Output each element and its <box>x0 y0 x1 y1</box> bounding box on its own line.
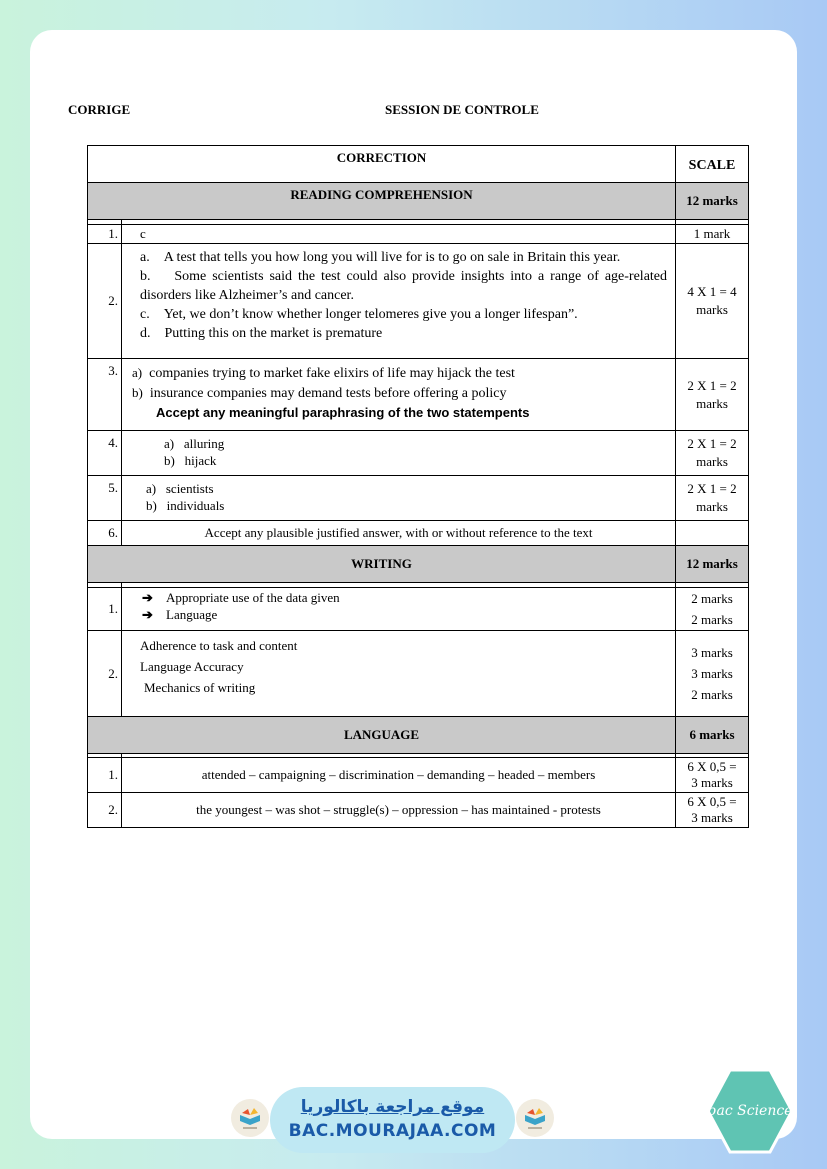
writing-q2-item-3: Mechanics of writing <box>144 680 256 695</box>
writing-q1-row <box>88 588 749 631</box>
language-q1-scale: 6 X 0,5 = 3 marks <box>676 758 749 793</box>
reading-q4-answers <box>122 431 676 476</box>
reading-q3-item-b: b) insurance companies may demand tests before offering a policy <box>132 385 507 401</box>
reading-q1-answer: c <box>122 225 676 244</box>
col-scale-header: SCALE <box>676 146 749 183</box>
reading-q2-item-b: b. Some scientists said the test could also provide insights into a range of age-related disorders like Alzheimer’s and cancer. <box>140 269 668 303</box>
section-reading-marks: 12 marks <box>676 183 749 220</box>
book-icon <box>231 1099 269 1137</box>
reading-q2-answers <box>122 244 676 359</box>
writing-q2-item-2: Language Accuracy <box>140 659 244 674</box>
site-url: BAC.MOURAJAA.COM <box>288 1121 497 1141</box>
reading-q2-item-c: c. Yet, we don’t know whether longer telomeres give you a longer lifespan”. <box>140 307 578 322</box>
site-logo-right <box>516 1099 554 1137</box>
section-language-row <box>88 717 749 754</box>
writing-q2-num: 2. <box>88 631 122 717</box>
site-logo-left <box>231 1099 269 1137</box>
reading-q1-scale: 1 mark <box>676 225 749 244</box>
table-header-row <box>88 146 749 183</box>
bac-science-badge <box>694 1066 804 1156</box>
reading-q2-row <box>88 244 749 359</box>
reading-q4-item-a: a) alluring <box>164 436 225 451</box>
section-language-title: LANGUAGE <box>88 717 676 754</box>
reading-q3-num: 3. <box>88 359 122 431</box>
reading-q1-num: 1. <box>88 225 122 244</box>
writing-q2-criteria <box>122 631 676 717</box>
writing-q1-item-2: ➔ Language <box>142 607 218 622</box>
writing-q2-row <box>88 631 749 717</box>
writing-q2-scale: 3 marks 3 marks 2 marks <box>676 631 749 717</box>
writing-q1-item-1: ➔ Appropriate use of the data given <box>142 590 340 605</box>
writing-q1-criteria <box>122 588 676 631</box>
language-q2-row <box>88 793 749 828</box>
language-q2-answer: the youngest – was shot – struggle(s) – oppression – has maintained - protests <box>122 793 676 828</box>
section-reading-title: READING COMPREHENSION <box>88 183 676 220</box>
writing-q1-scale: 2 marks 2 marks <box>676 588 749 631</box>
language-q1-answer: attended – campaigning – discrimination – demanding – headed – members <box>122 758 676 793</box>
header-corrige: CORRIGE <box>68 102 131 117</box>
badge-icon <box>694 1066 804 1156</box>
reading-q4-row <box>88 431 749 476</box>
reading-q4-num: 4. <box>88 431 122 476</box>
language-q2-num: 2. <box>88 793 122 828</box>
reading-q3-note: Accept any meaningful paraphrasing of the two statempents <box>156 405 530 420</box>
header-session: SESSION DE CONTROLE <box>385 102 539 117</box>
reading-q2-scale: 4 X 1 = 4 marks <box>676 244 749 359</box>
arrow-icon: ➔ <box>142 607 153 622</box>
reading-q6-answer: Accept any plausible justified answer, with or without reference to the text <box>122 521 676 546</box>
reading-q2-num: 2. <box>88 244 122 359</box>
reading-q3-scale: 2 X 1 = 2 marks <box>676 359 749 431</box>
section-writing-row <box>88 546 749 583</box>
reading-q3-answers <box>122 359 676 431</box>
correction-table <box>87 145 749 828</box>
section-writing-marks: 12 marks <box>676 546 749 583</box>
reading-q5-answers <box>122 476 676 521</box>
site-name-arabic: موقع مراجعة باكالوريا <box>300 1097 485 1117</box>
writing-q2-item-1: Adherence to task and content <box>140 638 298 653</box>
reading-q3-row <box>88 359 749 431</box>
reading-q5-item-a: a) scientists <box>146 481 214 496</box>
reading-q2-item-a: a. A test that tells you how long you will live for is to go on sale in Britain this year. <box>140 250 621 265</box>
reading-q5-row <box>88 476 749 521</box>
reading-q4-item-b: b) hijack <box>164 453 217 468</box>
book-icon <box>516 1099 554 1137</box>
reading-q6-num: 6. <box>88 521 122 546</box>
reading-q6-row <box>88 521 749 546</box>
reading-q5-scale: 2 X 1 = 2 marks <box>676 476 749 521</box>
reading-q1-row <box>88 225 749 244</box>
reading-q2-item-d: d. Putting this on the market is premature <box>140 326 383 341</box>
language-q2-scale: 6 X 0,5 = 3 marks <box>676 793 749 828</box>
reading-q5-item-b: b) individuals <box>146 498 225 513</box>
section-reading-row <box>88 183 749 220</box>
site-link[interactable] <box>270 1087 515 1153</box>
reading-q5-num: 5. <box>88 476 122 521</box>
section-writing-title: WRITING <box>88 546 676 583</box>
language-q1-row <box>88 758 749 793</box>
language-q1-num: 1. <box>88 758 122 793</box>
arrow-icon: ➔ <box>142 590 153 605</box>
section-language-marks: 6 marks <box>676 717 749 754</box>
reading-q3-item-a: a) companies trying to market fake elixirs of life may hijack the test <box>132 365 515 381</box>
writing-q1-num: 1. <box>88 588 122 631</box>
reading-q4-scale: 2 X 1 = 2 marks <box>676 431 749 476</box>
col-correction-header: CORRECTION <box>88 146 676 183</box>
badge-text: bac Science <box>707 1103 793 1119</box>
